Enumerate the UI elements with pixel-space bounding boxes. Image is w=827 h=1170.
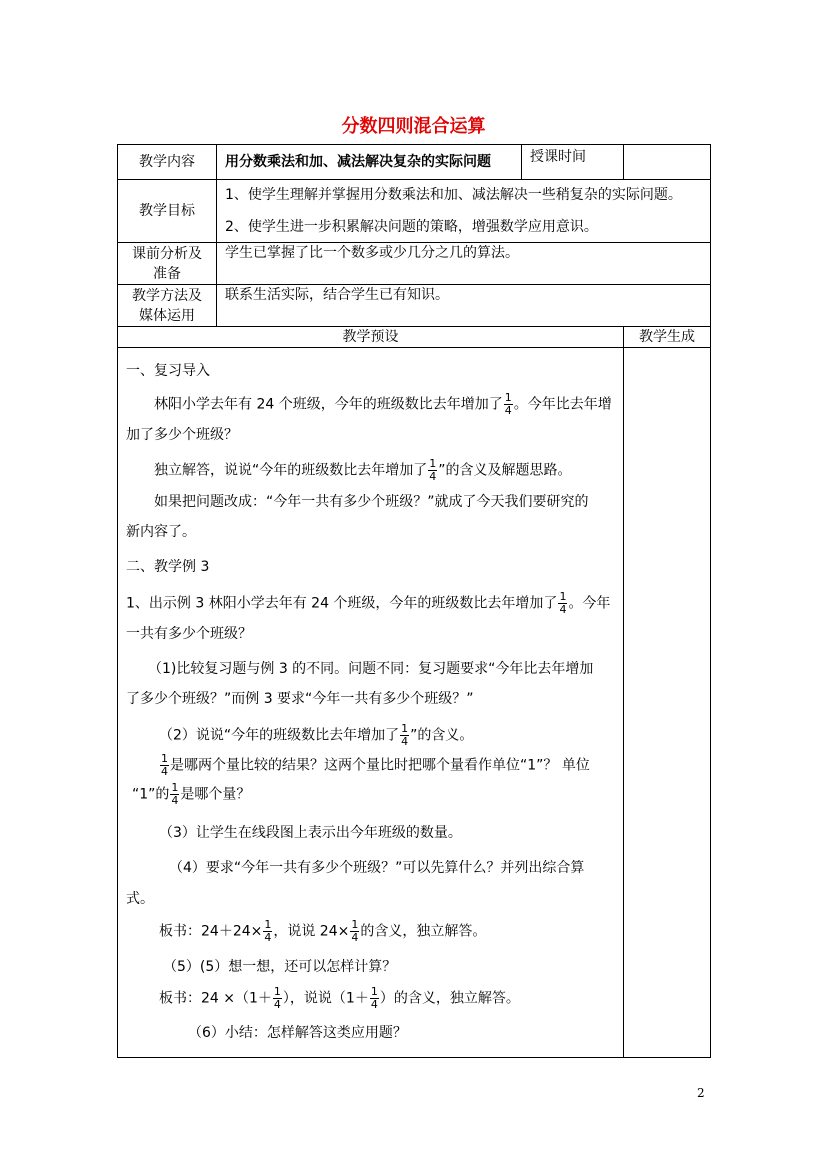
- goals-value: [217, 180, 711, 243]
- review-answer-line: [154, 458, 572, 483]
- example-problem-line2: 一共有多少个班级？: [126, 626, 252, 642]
- text: 。今年: [568, 595, 611, 612]
- think-line: （5）(5）想一想，还可以怎样计算？: [163, 959, 397, 975]
- fraction-den: 4: [273, 998, 281, 1011]
- analysis-label-line1: 课前分析及: [132, 245, 202, 262]
- fraction-one-quarter: [160, 753, 169, 778]
- content-value: 用分数乘法和加、减法解决复杂的实际问题: [217, 145, 522, 180]
- question-line1: [159, 753, 590, 778]
- fraction-den: 4: [401, 735, 409, 748]
- review-change-line1: 如果把问题改成：“今年一共有多少个班级？”就成了今天我们要研究的: [154, 494, 589, 510]
- generation-content: [624, 348, 711, 1058]
- question-line2: [132, 782, 250, 807]
- page-title: 分数四则混合运算: [341, 116, 486, 137]
- methods-label: [118, 285, 217, 327]
- fraction-num: 1: [429, 457, 437, 470]
- step4-line2: 式。: [126, 891, 154, 907]
- text: 1、出示例 3 林阳小学去年有 24 个班级，今年的班级数比去年增加了: [126, 595, 558, 612]
- fraction-den: 4: [429, 470, 437, 483]
- section-review: 一、复习导入: [126, 363, 210, 379]
- fraction-one-quarter: [428, 458, 437, 483]
- fraction-den: 4: [370, 998, 378, 1011]
- fraction-den: 4: [504, 404, 512, 417]
- summary-line: （6）小结：怎样解答这类应用题？: [188, 1025, 407, 1041]
- text: 。今年比去年增: [513, 396, 612, 413]
- goals-label: 教学目标: [118, 180, 217, 243]
- fraction-den: 4: [559, 603, 567, 616]
- text: 板书：24＋24×: [159, 923, 263, 940]
- fraction-den: 4: [351, 931, 359, 944]
- content-label: 教学内容: [118, 145, 217, 180]
- text: 板书：24 ×（1＋: [159, 990, 272, 1007]
- fraction-num: 1: [401, 722, 409, 735]
- text: 的含义，独立解答。: [360, 923, 487, 940]
- text: “1”的: [132, 786, 170, 803]
- meaning-line: [159, 723, 473, 748]
- analysis-label: [118, 243, 217, 285]
- fraction-num: 1: [171, 781, 179, 794]
- time-value: [624, 145, 711, 180]
- fraction-num: 1: [351, 918, 359, 931]
- analysis-label-line2: 准备: [153, 265, 181, 282]
- text: ）的含义，独立解答。: [379, 990, 520, 1007]
- methods-value: 联系生活实际，结合学生已有知识。: [217, 285, 711, 327]
- methods-label-line2: 媒体运用: [139, 307, 195, 324]
- fraction-one-quarter: [273, 986, 282, 1011]
- compare-line2: 了多少个班级？”而例 3 要求“今年一共有多少个班级？”: [126, 691, 474, 707]
- goal-item-2: 2、使学生进一步积累解决问题的策略，增强数学应用意识。: [225, 219, 598, 235]
- example-problem-line1: [126, 591, 610, 616]
- section-example: 二、教学例 3: [126, 559, 210, 575]
- fraction-one-quarter: [350, 919, 359, 944]
- fraction-num: 1: [504, 391, 512, 404]
- fraction-one-quarter: [558, 591, 567, 616]
- preset-content: [118, 348, 624, 1058]
- fraction-one-quarter: [263, 919, 272, 944]
- fraction-num: 1: [273, 985, 281, 998]
- fraction-one-quarter: [170, 782, 179, 807]
- board-line2: [159, 986, 520, 1011]
- analysis-value: 学生已掌握了比一个数多或少几分之几的算法。: [217, 243, 711, 285]
- fraction-den: 4: [161, 765, 168, 778]
- text: ，说说 24×: [273, 923, 350, 940]
- fraction-num: 1: [264, 918, 272, 931]
- goal-item-1: 1、使学生理解并掌握用分数乘法和加、减法解决一些稍复杂的实际问题。: [225, 187, 682, 203]
- fraction-one-quarter: [504, 392, 513, 417]
- text: 是哪个量？: [180, 786, 251, 803]
- fraction-num: 1: [370, 985, 378, 998]
- generation-header: 教学生成: [624, 327, 711, 348]
- page-number: 2: [697, 1086, 705, 1100]
- fraction-den: 4: [171, 794, 179, 807]
- fraction-num: 1: [559, 590, 567, 603]
- text: （2）说说“今年的班级数比去年增加了: [159, 727, 400, 744]
- step4-line1: （4）要求“今年一共有多少个班级？”可以先算什么？并列出综合算: [169, 860, 585, 876]
- text: ”的含义及解题思路。: [438, 462, 572, 479]
- review-problem-line2: 加了多少个班级？: [126, 427, 238, 443]
- review-problem-line1: [154, 392, 612, 417]
- fraction-num: 1: [161, 752, 168, 765]
- preset-header: 教学预设: [118, 327, 624, 348]
- text: 独立解答，说说“今年的班级数比去年增加了: [154, 462, 428, 479]
- text: 林阳小学去年有 24 个班级，今年的班级数比去年增加了: [154, 396, 503, 413]
- line-diagram-step: （3）让学生在线段图上表示出今年班级的数量。: [159, 825, 462, 841]
- time-label: 授课时间: [522, 145, 624, 180]
- fraction-den: 4: [264, 931, 272, 944]
- text: 是哪两个量比较的结果？这两个量比时把哪个量看作单位“1”？ 单位: [170, 757, 590, 774]
- board-line1: [159, 919, 486, 944]
- lesson-plan-table: [117, 144, 711, 1058]
- text: ”的含义。: [410, 727, 474, 744]
- fraction-one-quarter: [370, 986, 379, 1011]
- compare-line1: （1)比较复习题与例 3 的不同。问题不同：复习题要求“今年比去年增加: [148, 661, 594, 677]
- review-change-line2: 新内容了。: [126, 524, 196, 540]
- fraction-one-quarter: [400, 723, 409, 748]
- text: ），说说（1＋: [282, 990, 369, 1007]
- methods-label-line1: 教学方法及: [132, 287, 202, 304]
